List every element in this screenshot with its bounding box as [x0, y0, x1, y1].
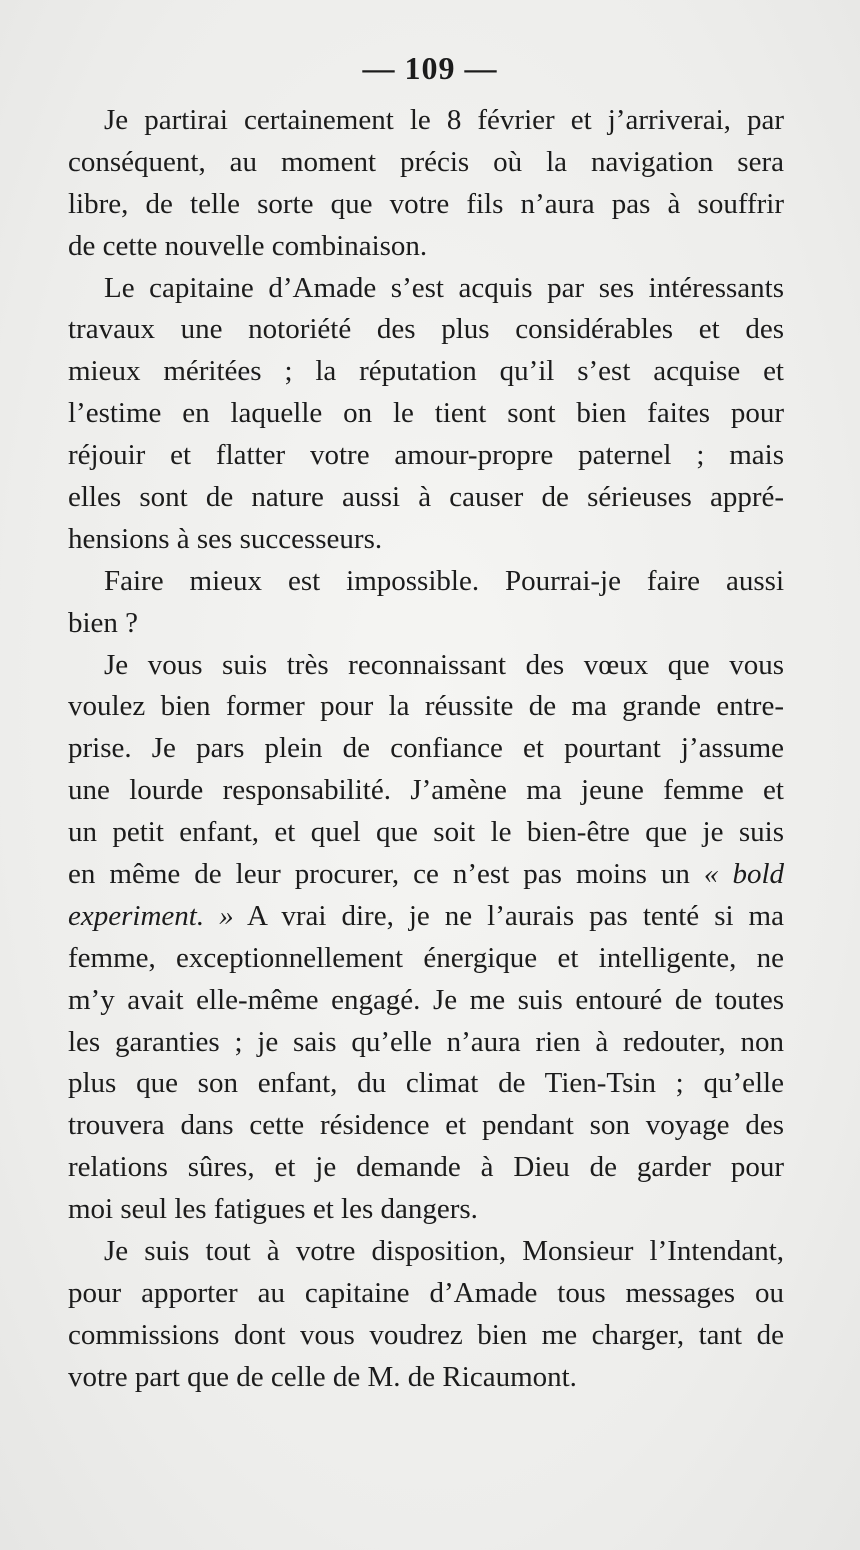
line-text: commissions dont vous voudrez bien me charger, tant de	[68, 1318, 784, 1351]
text-line	[68, 100, 784, 142]
text-line	[68, 938, 784, 980]
text-line	[68, 603, 784, 645]
text-line	[68, 812, 784, 854]
line-text: hensions à ses successeurs.	[68, 522, 383, 555]
line-text: A vrai dire, je ne l’aurais pas tenté si ma	[233, 899, 784, 932]
line-text: conséquent, au moment précis où la navigation sera	[68, 145, 784, 178]
text-line	[68, 770, 784, 812]
text-line	[68, 1315, 784, 1357]
line-text: femme, exceptionnellement énergique et intelligente, ne	[68, 941, 784, 974]
text-line	[68, 1357, 784, 1399]
text-line	[68, 268, 784, 310]
line-text: un petit enfant, et quel que soit le bien-être que je suis	[68, 816, 784, 849]
line-text: une lourde responsabilité. J’amène ma jeune femme et	[68, 774, 784, 807]
text-line	[68, 477, 784, 519]
line-text: Je partirai certainement le 8 février et j’arriverai, par	[104, 104, 784, 136]
text-line	[68, 1063, 784, 1105]
text-line	[68, 1147, 784, 1189]
line-text: travaux une notoriété des plus considérables et des	[68, 313, 784, 346]
line-text: en même de leur procurer, ce n’est pas moins un	[68, 858, 690, 891]
line-text: m’y avait elle-même engagé. Je me suis entouré de toutes	[68, 983, 784, 1016]
text-line	[68, 435, 784, 477]
line-text: Faire mieux est impossible. Pourrai-je faire aussi	[104, 564, 784, 597]
text-line	[68, 561, 784, 603]
text-line	[68, 1189, 784, 1231]
line-text: moi seul les fatigues et les dangers.	[68, 1193, 478, 1226]
body-text	[68, 100, 784, 1399]
italic-phrase: experiment. »	[68, 899, 234, 932]
line-text: les garanties ; je sais qu’elle n’aura rien à redouter, non	[68, 1025, 784, 1058]
line-text: voulez bien former pour la réussite de ma grande entre-	[68, 690, 784, 723]
line-text: Je vous suis très reconnaissant des vœux que vous	[104, 648, 784, 681]
line-text: elles sont de nature aussi à causer de sérieuses appré-	[68, 481, 784, 514]
text-line	[68, 896, 784, 938]
line-text: pour apporter au capitaine d’Amade tous messages ou	[68, 1276, 784, 1309]
line-text: prise. Je pars plein de confiance et pourtant j’assume	[68, 732, 784, 765]
text-line	[68, 393, 784, 435]
line-text: plus que son enfant, du climat de Tien-Tsin ; qu’elle	[68, 1067, 784, 1100]
text-line	[68, 1105, 784, 1147]
text-line	[68, 351, 784, 393]
line-text: relations sûres, et je demande à Dieu de garder pour	[68, 1151, 784, 1184]
line-text: Je suis tout à votre disposition, Monsieur l’Intendant,	[104, 1235, 784, 1268]
text-line	[68, 1231, 784, 1273]
text-line	[68, 686, 784, 728]
line-text: bien ?	[68, 606, 139, 639]
text-line	[68, 1273, 784, 1315]
text-line	[68, 519, 784, 561]
line-text: libre, de telle sorte que votre fils n’aura pas à souffrir	[68, 187, 784, 220]
line-text: réjouir et flatter votre amour-propre paternel ; mais	[68, 439, 784, 472]
italic-phrase: « bold	[703, 858, 785, 891]
line-text: mieux méritées ; la réputation qu’il s’est acquise et	[68, 355, 784, 388]
text-line	[68, 728, 784, 770]
line-text: de cette nouvelle combinaison.	[68, 229, 428, 262]
line-text: trouvera dans cette résidence et pendant son voyage des	[68, 1109, 784, 1142]
text-line	[68, 980, 784, 1022]
text-line	[68, 309, 784, 351]
page-number: — 109 —	[362, 50, 498, 86]
text-line	[68, 854, 784, 896]
line-text: votre part que de celle de M. de Ricaumont.	[68, 1360, 577, 1393]
text-line	[68, 142, 784, 184]
text-line	[68, 1022, 784, 1064]
line-text: l’estime en laquelle on le tient sont bien faites pour	[68, 397, 784, 430]
text-line	[68, 184, 784, 226]
text-line	[68, 645, 784, 687]
line-text: Le capitaine d’Amade s’est acquis par ses intéressants	[104, 271, 784, 304]
text-line	[68, 226, 784, 268]
